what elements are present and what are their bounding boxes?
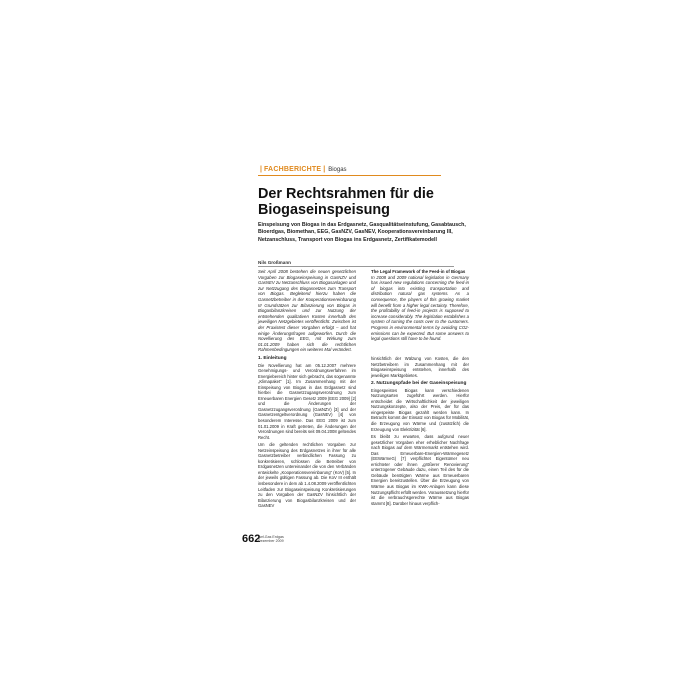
- divider: [258, 266, 454, 267]
- abstract-english-title: The Legal Framework of the Feed-in of Biogas: [371, 269, 466, 274]
- header-topic: Biogas: [328, 166, 347, 173]
- paragraph: Um die geltenden rechtlichen Vorgaben zur Netzeinspeisung des Erdgasnetzes in ihrer für alle Gasnetzbetreiber verbindlichen Fassung zu konkretisieren, schlossen die Betreiber von Erdgasnetzen untereinander die von den Verbänden entwickelte „Kooperationsvereinbarung“ (KoV) [5]. In der jeweils gültigen Fassung ab. Die KoV III enthält insbesondere in dem ab 1.4.08.2009 veröffentlichten Leitfaden zur Biogaseinspeisung Konkretisierungen zu den Vorgaben der GasNZV hinsichtlich der Bilanzierung von Biogasbilanzkreisen und der GasNEV: [258, 442, 356, 509]
- paragraph: Eingespeistes Biogas kann verschiedenen Nutzungsarten zugeführt werden. Hierfür entscheidet die Wirtschaftlichkeit der jeweiligen Nutzungskonzepte, also der Preis, der für das eingespeiste Biogas gezahlt werden kann. In Betracht kommt der Einsatz von Biogas für Mobilität, die Erzeugung von Wärme und (zusätzlich) die Erzeugung von Elektrizität [6].: [371, 387, 469, 432]
- footer-line: gwf-Gas Erdgas: [258, 535, 284, 539]
- header-section: FACHBERICHTE: [263, 166, 322, 173]
- header-separator: |: [323, 166, 326, 173]
- header-separator: |: [260, 166, 262, 173]
- article-keywords: Einspeisung von Biogas in das Erdgasnetz, Gasqualitätseinstufung, Gasabtausch, Bioerdgas, Biomethan, EEG, GasNZV, GasNEV, Kooperationsvereinbarung III, Netzanschluss, Transport von Biogas ins Erdgasnetz, Zertifikatemodell: [258, 222, 466, 243]
- section-heading: 2. Nutzungspfade bei der Gaseinspeisung: [371, 381, 467, 387]
- footer-line: Dezember 2009: [258, 539, 284, 544]
- body-column-right: [371, 356, 469, 508]
- abstract-english: [371, 269, 469, 342]
- body-column-left: [258, 356, 356, 511]
- abstract-english-text: In 2008 and 2009 national legislation in Germany has issued new regulations concerning the feed-in of biogas into existing transportation and distribution natural gas systems. As a consequence, the players of this growing market will benefit from a higher legal certainty. Therefore, the profitability of feed-in projects is supposed to increase considerably. The legislation establishes a system of turning the costs over to the customers. Progress in environmental terms by avoiding CO2-emissions can be expected. But some answers to legal questions still have to be found.: [371, 274, 469, 342]
- section-heading: 1. Einleitung: [258, 356, 287, 361]
- abstract-german: Seit April 2008 bestehen die neuen gesetzlichen Vorgaben zur Biogaseinspeisung in GasNZV und GasNEV zu Netzanschluss von Biogasanlagen und zur Netzzugang des Biogasnetzes zum Transport von Biogas. Begleitend hierzu haben die Gasnetzbetreiber in der Kooperationsvereinbarung III Grundsätzen zur Bilanzierung von Biogas in Biogasbilanzkreisen und zur Nutzung der entstehenden qualitativen Kosten innerhalb des jeweiligen Netzgebietes veröffentlicht. Zwischen ist der Praxistest dieser Vorgaben erfolgt – und hat einige Änderungsfragen aufgeworfen. Durch die Novellierung des EEG, mit Wirkung zum 01.01.2009 haben sich die rechtlichen Rahmenbedingungen ein weiteres Mal verändert.: [258, 269, 356, 353]
- article-title: Der Rechtsrahmen für die Biogaseinspeisung: [258, 186, 434, 218]
- paragraph: hinsichtlich der Wälzung von Kosten, die den Netzbetreibern im Zusammenhang mit der Biogaseinspeisung entstehen, innerhalb des jeweiligen Marktgebietes.: [371, 356, 469, 378]
- article-author: Nils Großmann: [258, 260, 291, 265]
- paragraph: Die Novellierung hat am 05.12.2007 mehrere Genehmigungs- und Verordnungsverfahren im Energiebereich hinter sich gebracht, das sogenannte „Klimapaket“ [1]. Im Zusammenhang mit der Einspeisung von Biogas in das Erdgasnetz sind hierbei die Gasnetzzugangsverordnung zum Erneuerbaren Energien Gesetz 2009 (EEG 2009) [2] und die Änderungen der Gasnetzzugangsverordnung (GasNZV) [3] und der Gasnetzentgeltverordnung (GasNEV) [4] von besonderem Interesse. Das EEG 2009 ist zum 01.01.2009 in Kraft getreten, die Änderungen der Verordnungen sind bereits seit 09.04.2008 geltendes Recht.: [258, 362, 357, 440]
- paragraph: Es bleibt zu erwarten, dass aufgrund neuer gesetzlicher Vorgaben eher erheblicher Nachfrage nach Biogas auf dem Wärmemarkt entstehen wird. Das Erneuerbare-Energien-Wärmegesetz (EEWärmeG) [7] verpflichtet Eigentümer neu errichteter oder ihnen „größerer Renovierung“ unterzogener Gebäude dazu, einen Teil des für die Gebäude benötigten Wärme aus Erneuerbaren Energien bereitzustellen. Über die Erzeugung von Wärme aus Biogas im KWK-Anlagen kann diese Nutzungspflicht erfüllt werden. Voraussetzung hierfür ist die verbrauchsgerechte Wärme aus Biogas stammt [8]. Darüber hinaus verpflich-: [371, 434, 469, 506]
- page-number: 662: [242, 533, 261, 545]
- section-header: [258, 164, 441, 175]
- header-rule: [258, 175, 441, 176]
- footer-info: [258, 535, 284, 544]
